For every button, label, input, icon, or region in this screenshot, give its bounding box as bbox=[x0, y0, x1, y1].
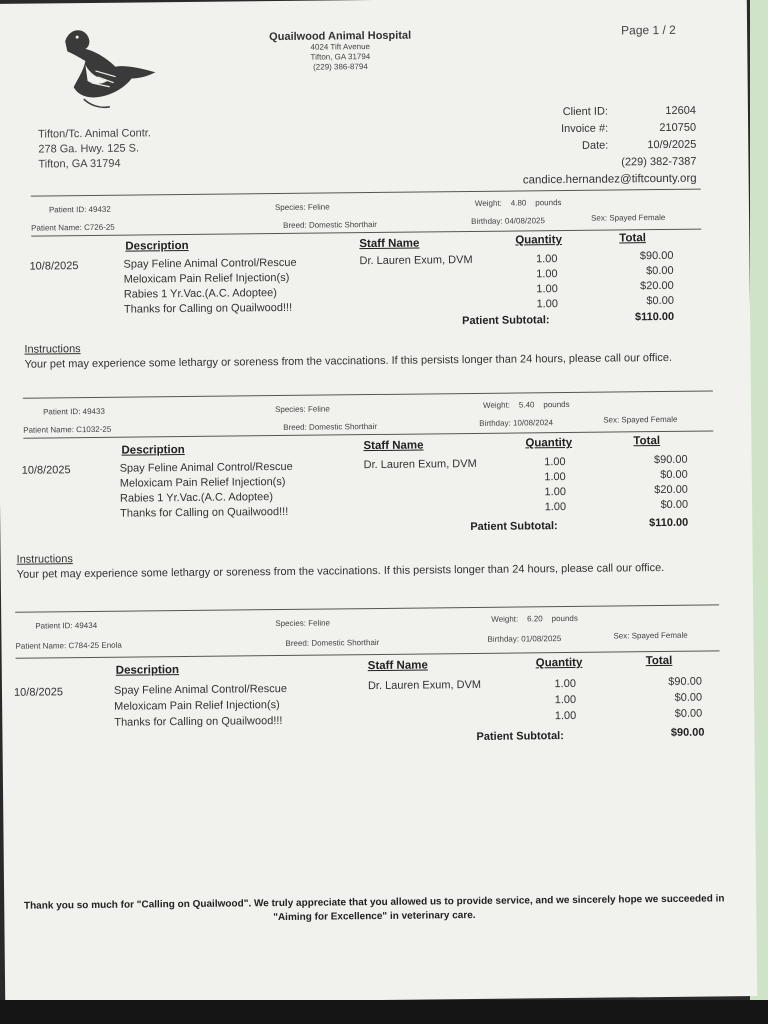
item-total: $0.00 bbox=[660, 468, 688, 482]
item-quantity: 1.00 bbox=[544, 471, 566, 484]
item-description: Meloxicam Pain Relief Injection(s) bbox=[119, 475, 286, 490]
item-quantity: 1.00 bbox=[544, 486, 566, 499]
item-quantity: 1.00 bbox=[554, 709, 577, 723]
item-description: Meloxicam Pain Relief Injection(s) bbox=[123, 271, 290, 286]
patient-id: Patient ID: 49432 bbox=[48, 204, 111, 215]
birthday: Birthday: 10/08/2024 bbox=[479, 418, 554, 428]
item-description: Spay Feline Animal Control/Rescue bbox=[123, 256, 297, 271]
subtotal-value: $110.00 bbox=[634, 310, 675, 324]
item-description: Rabies 1 Yr.Vac.(A.C. Adoptee) bbox=[119, 491, 274, 505]
address-line: Tifton, GA 31794 bbox=[38, 157, 121, 171]
address-line: 278 Ga. Hwy. 125 S. bbox=[38, 142, 140, 156]
client-id: 12604 bbox=[665, 104, 697, 117]
patient-name: Patient Name: C1032-25 bbox=[23, 424, 112, 435]
item-description: Thanks for Calling on Quailwood!!! bbox=[120, 505, 289, 520]
client-email[interactable]: candice.hernandez@tiftcounty.org bbox=[522, 172, 697, 187]
total-list bbox=[603, 249, 674, 310]
total-header: Total bbox=[619, 232, 646, 245]
instructions-text: Your pet may experience some lethargy or soreness from the vaccinations. If this persists longer than 24 hours, please call our office. bbox=[16, 561, 665, 581]
breed: Breed: Domestic Shorthair bbox=[283, 421, 378, 432]
billing-address bbox=[38, 126, 151, 172]
item-quantity: 1.00 bbox=[554, 693, 577, 707]
item-description: Meloxicam Pain Relief Injection(s) bbox=[114, 699, 280, 713]
weight-unit: pounds bbox=[543, 399, 570, 410]
weight bbox=[491, 614, 578, 624]
species: Species: Feline bbox=[275, 618, 331, 629]
item-quantity: 1.00 bbox=[544, 456, 566, 469]
invoice-label: Invoice #: bbox=[560, 122, 609, 136]
quantity-list bbox=[536, 676, 577, 724]
hospital-name: Quailwood Animal Hospital bbox=[269, 29, 412, 44]
staff-header: Staff Name bbox=[359, 237, 420, 251]
birthday: Birthday: 04/08/2025 bbox=[471, 216, 545, 226]
item-total: $90.00 bbox=[653, 453, 688, 467]
species: Species: Feline bbox=[274, 202, 330, 213]
item-total: $0.00 bbox=[660, 498, 689, 512]
date-label: Date: bbox=[581, 139, 609, 152]
item-description: Rabies 1 Yr.Vac.(A.C. Adoptee) bbox=[123, 287, 277, 301]
item-total: $0.00 bbox=[674, 691, 703, 704]
weight-value: 5.40 bbox=[518, 400, 535, 410]
patient-id: Patient ID: 49433 bbox=[43, 406, 105, 417]
quantity-header: Quantity bbox=[525, 436, 573, 450]
client-phone: (229) 382-7387 bbox=[621, 155, 697, 169]
item-list bbox=[114, 681, 288, 731]
hospital-phone: (229) 386-8794 bbox=[313, 62, 368, 72]
item-total: $0.00 bbox=[646, 294, 674, 308]
instructions-title: Instructions bbox=[16, 553, 73, 566]
weight bbox=[475, 198, 562, 208]
patient-name: Patient Name: C726-25 bbox=[31, 222, 115, 233]
breed: Breed: Domestic Shorthair bbox=[285, 637, 380, 648]
item-quantity: 1.00 bbox=[536, 283, 558, 296]
service-date: 10/8/2025 bbox=[21, 464, 71, 477]
birthday: Birthday: 01/08/2025 bbox=[487, 634, 562, 644]
hospital-header bbox=[225, 29, 455, 73]
subtotal-label: Patient Subtotal: bbox=[476, 730, 564, 743]
total-list bbox=[618, 453, 689, 514]
description-header: Description bbox=[121, 444, 185, 457]
breed: Breed: Domestic Shorthair bbox=[283, 219, 377, 230]
weight-value: 4.80 bbox=[510, 198, 527, 208]
item-description: Thanks for Calling on Quailwood!!! bbox=[114, 714, 283, 729]
quantity-header: Quantity bbox=[535, 656, 583, 670]
weight-unit: pounds bbox=[535, 198, 562, 208]
total-header: Total bbox=[645, 654, 673, 668]
hospital-street: 4024 Tift Avenue bbox=[310, 42, 371, 52]
total-header: Total bbox=[633, 435, 661, 448]
service-date: 10/8/2025 bbox=[13, 686, 63, 699]
quail-logo-icon bbox=[55, 20, 166, 116]
staff-name: Dr. Lauren Exum, DVM bbox=[363, 457, 477, 472]
subtotal-value: $110.00 bbox=[649, 516, 689, 530]
service-date: 10/8/2025 bbox=[29, 260, 79, 273]
item-quantity: 1.00 bbox=[536, 268, 558, 281]
subtotal-label: Patient Subtotal: bbox=[470, 520, 558, 534]
client-id-label: Client ID: bbox=[562, 105, 609, 119]
weight-label: Weight: bbox=[474, 198, 502, 208]
subtotal-label: Patient Subtotal: bbox=[462, 314, 550, 328]
background-dark-edge bbox=[0, 1000, 768, 1024]
item-quantity: 1.00 bbox=[536, 298, 559, 311]
invoice-number: 210750 bbox=[659, 121, 697, 135]
item-list bbox=[120, 460, 294, 522]
total-list bbox=[632, 674, 702, 723]
item-list bbox=[123, 256, 297, 318]
item-quantity: 1.00 bbox=[554, 677, 576, 691]
item-description: Spay Feline Animal Control/Rescue bbox=[113, 682, 288, 697]
item-description: Spay Feline Animal Control/Rescue bbox=[119, 460, 293, 475]
item-quantity: 1.00 bbox=[544, 501, 567, 514]
weight-value: 6.20 bbox=[527, 614, 543, 624]
item-total: $20.00 bbox=[654, 483, 688, 497]
footer-thank-you: Thank you so much for "Calling on Quailwood". We truly appreciate that you allowed us to provide service, and we sincerely hope we succeeded in "Aiming for Excellence" in veterinary care. bbox=[23, 893, 725, 924]
patient-name: Patient Name: C784-25 Enola bbox=[15, 640, 122, 651]
client-info bbox=[496, 103, 697, 190]
staff-header: Staff Name bbox=[367, 659, 428, 673]
subtotal-value: $90.00 bbox=[670, 726, 705, 739]
weight bbox=[483, 400, 570, 410]
hospital-city: Tifton, GA 31794 bbox=[310, 52, 371, 62]
sex: Sex: Spayed Female bbox=[591, 212, 666, 223]
quantity-list bbox=[526, 455, 567, 515]
item-description: Thanks for Calling on Quailwood!!! bbox=[123, 301, 293, 316]
weight-unit: pounds bbox=[551, 613, 578, 624]
invoice-date: 10/9/2025 bbox=[647, 138, 697, 152]
staff-name: Dr. Lauren Exum, DVM bbox=[359, 253, 473, 268]
species: Species: Feline bbox=[275, 404, 330, 415]
staff-header: Staff Name bbox=[363, 439, 424, 453]
page-number: Page 1 / 2 bbox=[621, 22, 676, 38]
patient-id: Patient ID: 49434 bbox=[35, 620, 98, 631]
quantity-header: Quantity bbox=[515, 234, 562, 247]
description-header: Description bbox=[115, 664, 180, 677]
instructions-title: Instructions bbox=[24, 343, 81, 356]
item-total: $90.00 bbox=[639, 249, 674, 263]
address-line: Tifton/Tc. Animal Contr. bbox=[38, 127, 151, 141]
sex: Sex: Spayed Female bbox=[613, 630, 688, 641]
item-total: $0.00 bbox=[646, 264, 674, 278]
quantity-list bbox=[517, 252, 558, 312]
item-quantity: 1.00 bbox=[536, 253, 558, 266]
item-total: $0.00 bbox=[674, 707, 703, 720]
item-total: $20.00 bbox=[640, 279, 674, 293]
sex: Sex: Spayed Female bbox=[603, 414, 678, 425]
weight-label: Weight: bbox=[482, 400, 511, 410]
staff-name: Dr. Lauren Exum, DVM bbox=[367, 678, 482, 693]
description-header: Description bbox=[125, 239, 189, 253]
item-total: $90.00 bbox=[668, 675, 702, 688]
weight-label: Weight: bbox=[491, 614, 519, 624]
instructions-text: Your pet may experience some lethargy or soreness from the vaccinations. If this persists longer than 24 hours, please call our office. bbox=[24, 351, 673, 371]
